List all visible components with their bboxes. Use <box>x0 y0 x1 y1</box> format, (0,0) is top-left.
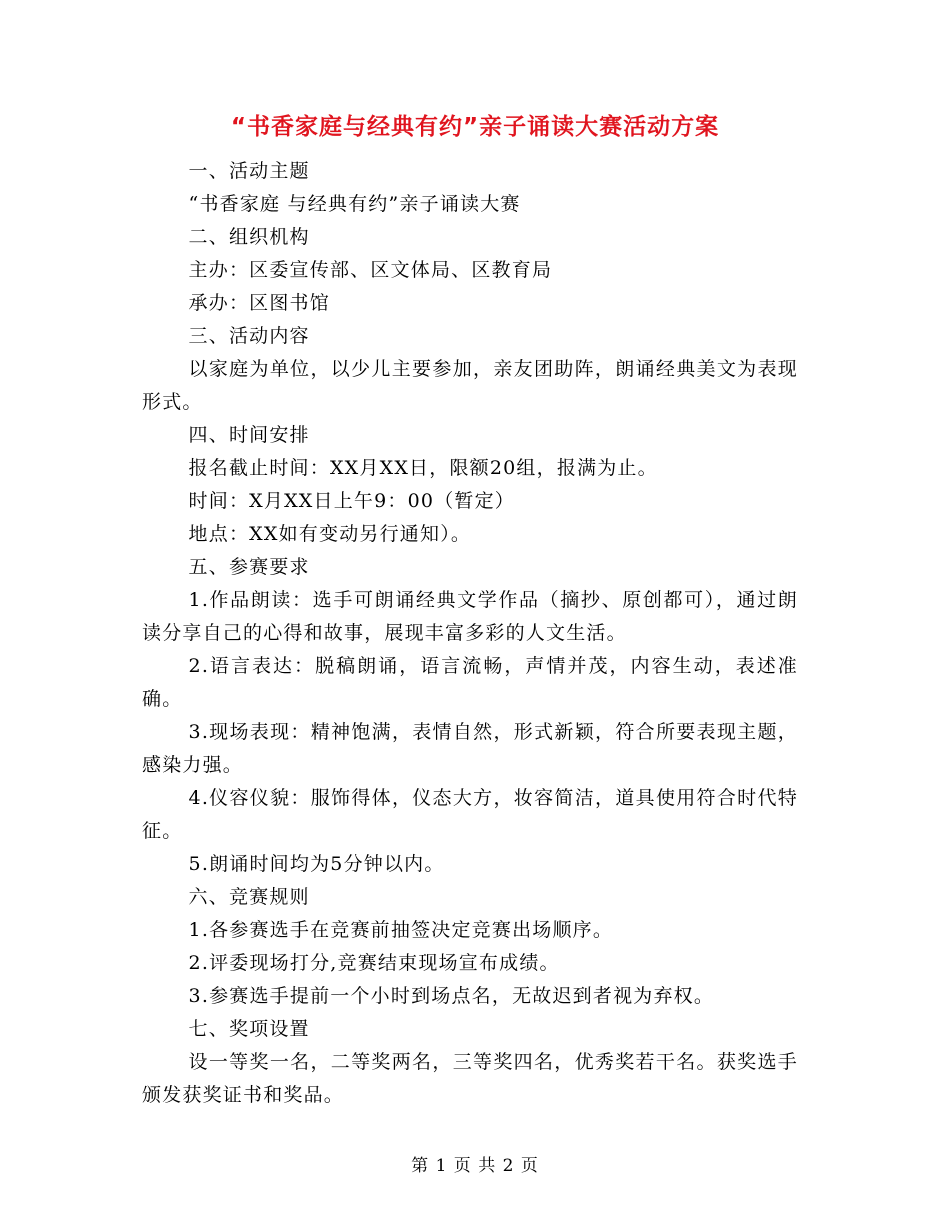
requirement-item: 5.朗诵时间均为5分钟以内。 <box>188 853 445 875</box>
theme-text: “书香家庭 与经典有约”亲子诵读大赛 <box>188 193 521 215</box>
rule-item: 1.各参赛选手在竞赛前抽签决定竞赛出场顺序。 <box>188 919 614 941</box>
document-title: “书香家庭与经典有约”亲子诵读大赛活动方案 <box>230 114 720 140</box>
requirement-item: 1.作品朗读：选手可朗诵经典文学作品（摘抄、原创都可），通过朗读分享自己的心得和故事，展现丰富多彩的人文生活。 <box>142 589 798 644</box>
rule-item: 2.评委现场打分,竞赛结束现场宣布成绩。 <box>188 952 560 974</box>
section-heading-schedule: 四、时间安排 <box>188 424 310 446</box>
section-heading-awards: 七、奖项设置 <box>188 1018 310 1040</box>
document-body <box>142 155 798 1112</box>
event-time-text: 时间：X月XX日上午9：00（暂定） <box>188 490 515 512</box>
section-heading-theme: 一、活动主题 <box>188 160 310 182</box>
section-heading-organization: 二、组织机构 <box>188 226 310 248</box>
section-heading-content: 三、活动内容 <box>188 325 310 347</box>
event-location-text: 地点：XX如有变动另行通知）。 <box>188 523 472 545</box>
requirement-item: 3.现场表现：精神饱满，表情自然，形式新颖，符合所要表现主题，感染力强。 <box>142 721 798 776</box>
section-heading-requirements: 五、参赛要求 <box>188 556 310 578</box>
requirement-item: 4.仪容仪貌：服饰得体，仪态大方，妆容简洁，道具使用符合时代特征。 <box>142 787 798 842</box>
section-heading-rules: 六、竞赛规则 <box>188 886 310 908</box>
page-footer: 第 1 页 共 2 页 <box>411 1156 539 1176</box>
content-text: 以家庭为单位，以少儿主要参加，亲友团助阵，朗诵经典美文为表现形式。 <box>142 358 798 413</box>
registration-deadline-text: 报名截止时间：XX月XX日，限额20组，报满为止。 <box>188 457 658 479</box>
awards-text: 设一等奖一名，二等奖两名，三等奖四名，优秀奖若干名。获奖选手颁发获奖证书和奖品。 <box>142 1051 798 1106</box>
rule-item: 3.参赛选手提前一个小时到场点名，无故迟到者视为弃权。 <box>188 985 715 1007</box>
organizer-text: 主办：区委宣传部、区文体局、区教育局 <box>188 259 553 281</box>
undertaker-text: 承办：区图书馆 <box>188 292 330 314</box>
requirement-item: 2.语言表达：脱稿朗诵，语言流畅，声情并茂，内容生动，表述准确。 <box>142 655 798 710</box>
